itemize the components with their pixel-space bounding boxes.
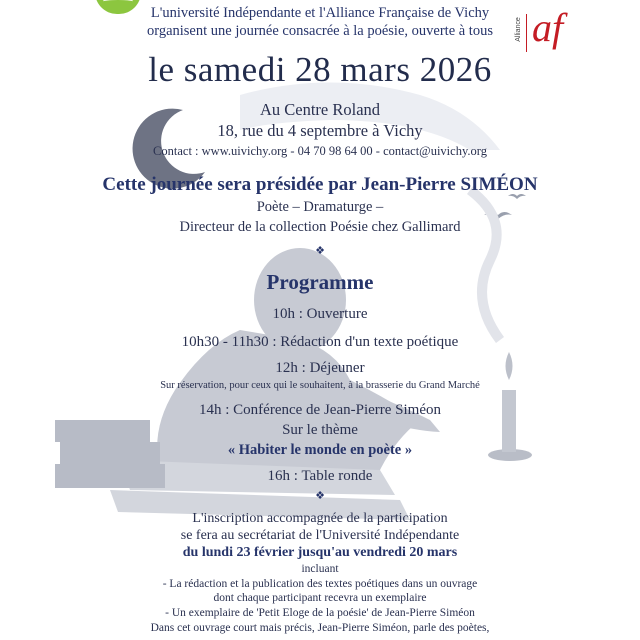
registration-line-1: L'inscription accompagnée de la participation xyxy=(192,511,448,526)
header-line-2: organisent une journée consacrée à la poésie, ouverte à tous xyxy=(147,23,493,39)
registration-line-2: se fera au secrétariat de l'Université Indépendante xyxy=(180,528,460,543)
president-headline: Cette journée sera présidée par Jean-Pierre SIMÉON xyxy=(102,174,538,195)
registration-item: - Un exemplaire de 'Petit Eloge de la poésie' de Jean-Pierre Siméon xyxy=(165,607,475,619)
contact-line: Contact : www.uivichy.org - 04 70 98 64 00 - contact@uivichy.org xyxy=(153,144,487,158)
registration-dates: du lundi 23 février jusqu'au vendredi 20 mars xyxy=(182,545,458,560)
registration-item: dont chaque participant recevra un exemplaire xyxy=(213,592,427,604)
registration-includes: incluant xyxy=(301,563,339,575)
president-role-1: Poète – Dramaturge – xyxy=(256,199,384,215)
programme-item: 10h30 - 11h30 : Rédaction d'un texte poétique xyxy=(181,334,459,350)
header-line-1: L'université Indépendante et l'Alliance Française de Vichy xyxy=(150,5,490,21)
event-date: le samedi 28 mars 2026 xyxy=(148,50,492,89)
registration-item: - La rédaction et la publication des textes poétiques dans un ouvrage xyxy=(162,578,478,590)
divider-icon: ❖ xyxy=(315,245,325,257)
programme-item: Sur le thème xyxy=(282,422,358,438)
alliance-francaise-logo: Alliance af xyxy=(514,5,564,50)
conference-theme: « Habiter le monde en poète » xyxy=(227,442,413,458)
programme-item: 10h : Ouverture xyxy=(272,306,368,322)
venue-name: Au Centre Roland xyxy=(259,100,381,119)
programme-item: 12h : Déjeuner xyxy=(275,360,365,376)
divider-icon: ❖ xyxy=(315,490,325,502)
programme-item: 14h : Conférence de Jean-Pierre Siméon xyxy=(199,402,441,418)
president-role-2: Directeur de la collection Poésie chez Gallimard xyxy=(179,219,461,235)
programme-title: Programme xyxy=(266,270,374,294)
programme-item: 16h : Table ronde xyxy=(267,468,373,484)
registration-item: Dans cet ouvrage court mais précis, Jean-Pierre Siméon, parle des poètes, xyxy=(150,622,490,634)
programme-note: Sur réservation, pour ceux qui le souhaitent, à la brasserie du Grand Marché xyxy=(160,380,480,391)
venue-address: 18, rue du 4 septembre à Vichy xyxy=(217,121,423,140)
